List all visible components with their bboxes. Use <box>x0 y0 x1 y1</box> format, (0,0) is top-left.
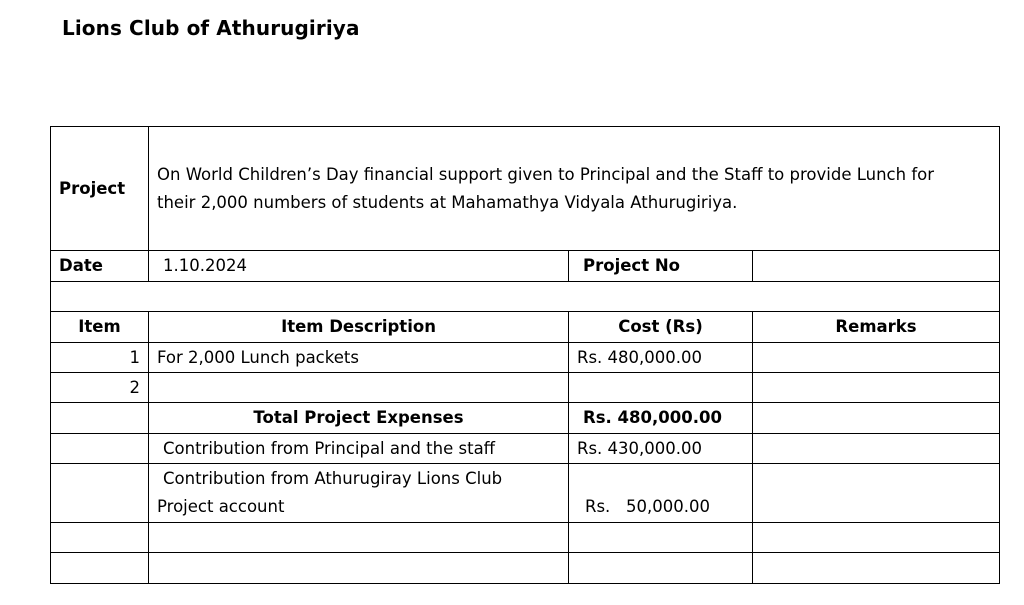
item-cost <box>569 373 753 403</box>
total-value: Rs. 480,000.00 <box>569 403 753 434</box>
project-table <box>50 126 1000 584</box>
empty-cell <box>753 523 1000 553</box>
contribution-label <box>149 464 569 523</box>
project-row <box>51 127 1000 251</box>
contribution-row <box>51 464 1000 523</box>
contribution-label-line-1: Contribution from Athurugiray Lions Club <box>163 469 503 488</box>
date-label: Date <box>51 251 149 282</box>
empty-cell <box>569 523 753 553</box>
empty-cell <box>149 553 569 584</box>
table-row <box>51 373 1000 403</box>
item-description <box>149 373 569 403</box>
project-no-value <box>753 251 1000 282</box>
date-row <box>51 251 1000 282</box>
contribution-remarks <box>753 464 1000 523</box>
contribution-row <box>51 434 1000 464</box>
contribution-empty-cell <box>51 464 149 523</box>
empty-row <box>51 523 1000 553</box>
contribution-value: Rs. 50,000.00 <box>569 464 753 523</box>
spacer-row <box>51 282 1000 312</box>
header-item: Item <box>51 312 149 343</box>
empty-row <box>51 553 1000 584</box>
spacer-cell <box>51 282 1000 312</box>
header-description: Item Description <box>149 312 569 343</box>
contribution-label: Contribution from Principal and the staff <box>149 434 569 464</box>
total-remarks <box>753 403 1000 434</box>
item-number: 2 <box>51 373 149 403</box>
item-remarks <box>753 343 1000 373</box>
contribution-remarks <box>753 434 1000 464</box>
empty-cell <box>569 553 753 584</box>
contribution-value: Rs. 430,000.00 <box>569 434 753 464</box>
contribution-label-line-2: Project account <box>157 497 285 516</box>
date-value: 1.10.2024 <box>149 251 569 282</box>
item-remarks <box>753 373 1000 403</box>
project-description <box>149 127 1000 251</box>
header-row <box>51 312 1000 343</box>
contribution-empty-cell <box>51 434 149 464</box>
total-row <box>51 403 1000 434</box>
item-cost: Rs. 480,000.00 <box>569 343 753 373</box>
total-label: Total Project Expenses <box>149 403 569 434</box>
total-empty-cell <box>51 403 149 434</box>
project-description-line-2: their 2,000 numbers of students at Mahamathya Vidyala Athurugiriya. <box>157 192 738 212</box>
table-row <box>51 343 1000 373</box>
document-title: Lions Club of Athurugiriya <box>62 16 360 40</box>
item-number: 1 <box>51 343 149 373</box>
item-description: For 2,000 Lunch packets <box>149 343 569 373</box>
project-description-line-1: On World Children’s Day financial support given to Principal and the Staff to provide Lunch for <box>157 164 935 184</box>
empty-cell <box>51 523 149 553</box>
project-label: Project <box>51 127 149 251</box>
empty-cell <box>149 523 569 553</box>
empty-cell <box>753 553 1000 584</box>
project-no-label: Project No <box>569 251 753 282</box>
empty-cell <box>51 553 149 584</box>
header-remarks: Remarks <box>753 312 1000 343</box>
header-cost: Cost (Rs) <box>569 312 753 343</box>
